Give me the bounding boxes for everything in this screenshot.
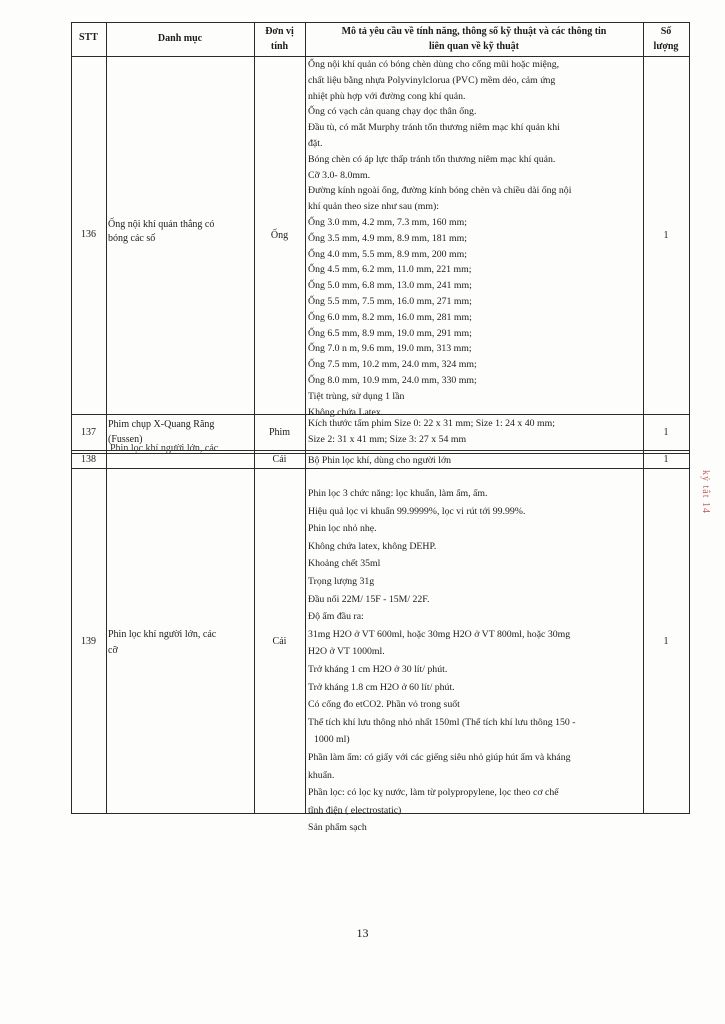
margin-initials-note: ký tắt 14 <box>700 470 711 514</box>
table-border-left <box>71 22 72 814</box>
header-so-luong-line2: lượng <box>653 41 679 52</box>
desc-line: Ống 7.0 n m, 9.6 mm, 19.0 mm, 313 mm; <box>308 343 472 355</box>
desc-line: Ống 8.0 mm, 10.9 mm, 24.0 mm, 330 mm; <box>308 374 477 386</box>
row-136-name <box>108 218 214 246</box>
desc-line: Không chứa Latex <box>308 406 381 418</box>
desc-line: Phần làm ẩm: có giấy với các giếng siêu nhỏ giúp hút ẩm và kháng <box>308 751 571 763</box>
column-divider-name <box>254 22 255 814</box>
desc-line: Thể tích khí lưu thông nhỏ nhất 150ml (Thể tích khí lưu thông 150 - <box>308 716 576 728</box>
desc-line: Trọng lượng 31g <box>308 575 375 587</box>
header-don-vi-line1: Đơn vị <box>265 26 294 37</box>
header-mo-ta-line2: liên quan về kỹ thuật <box>428 41 520 52</box>
desc-line: đặt. <box>308 137 323 149</box>
desc-line: Độ ẩm đầu ra: <box>308 611 364 623</box>
desc-line: Trở kháng 1.8 cm H2O ở 60 lít/ phút. <box>308 681 455 693</box>
desc-line: H2O ở VT 1000ml. <box>308 646 385 658</box>
row-139-name <box>108 627 216 659</box>
desc-line: khí quản theo size như sau (mm): <box>308 201 440 213</box>
row-138-qty: 1 <box>663 454 669 465</box>
desc-line: 1000 ml) <box>314 734 350 746</box>
header-mo-ta <box>305 24 643 54</box>
row-137-name-line1: Phim chụp X-Quang Răng <box>108 419 215 430</box>
desc-line: Cỡ 3.0- 8.0mm. <box>308 169 371 181</box>
desc-line: Đầu tù, có mắt Murphy tránh tổn thương niêm mạc khí quản khi <box>308 122 560 134</box>
desc-line: Ống 7.5 mm, 10.2 mm, 24.0 mm, 324 mm; <box>308 359 477 371</box>
header-so-luong <box>643 24 689 54</box>
desc-line: Tiệt trùng, sử dụng 1 lần <box>308 390 405 402</box>
desc-line: Ống có vạch cản quang chạy dọc thân ống. <box>308 106 477 118</box>
page-number: 13 <box>356 926 369 940</box>
desc-line: Đường kính ngoài ống, đường kính bóng chèn và chiều dài ống nội <box>308 185 572 197</box>
table-border-right <box>689 22 690 814</box>
row-137-description <box>308 416 653 448</box>
desc-line: Ống 5.0 mm, 6.8 mm, 13.0 mm, 241 mm; <box>308 280 472 292</box>
row-136-description <box>308 57 653 420</box>
row-139-stt: 139 <box>81 636 96 647</box>
header-don-vi <box>254 24 305 54</box>
desc-line: nhiệt phù hợp với đường cong khí quản. <box>308 90 466 102</box>
desc-line: Có cổng đo etCO2. Phần vỏ trong suốt <box>308 699 460 711</box>
row-138-stt: 138 <box>81 454 96 465</box>
header-mo-ta-line1: Mô tả yêu cầu về tính năng, thông số kỹ thuật và các thông tin <box>341 26 607 37</box>
row-138-unit: Cái <box>272 454 287 465</box>
desc-line: Ống 4.0 mm, 5.5 mm, 8.9 mm, 200 mm; <box>308 248 467 260</box>
desc-line: Phin lọc 3 chức năng: lọc khuẩn, làm ẩm, ấm. <box>308 488 488 499</box>
table-border-top <box>71 22 690 23</box>
desc-line: Ống 4.5 mm, 6.2 mm, 11.0 mm, 221 mm; <box>308 264 472 276</box>
column-divider-unit <box>305 22 306 814</box>
desc-line: Ống 3.0 mm, 4.2 mm, 7.3 mm, 160 mm; <box>308 216 467 228</box>
header-so-luong-line1: Số <box>660 26 672 37</box>
row-138-name-line1: Phin lọc khí người lớn, các <box>110 443 219 453</box>
desc-line: khuẩn. <box>308 769 335 781</box>
column-divider-stt <box>106 22 107 814</box>
desc-line: Không chứa latex, không DEHP. <box>308 540 437 552</box>
desc-line: Ống 6.0 mm, 8.2 mm, 16.0 mm, 281 mm; <box>308 311 472 323</box>
desc-line: Bóng chèn có áp lực thấp tránh tổn thương niêm mạc khí quản. <box>308 153 556 165</box>
desc-line: Ống 5.5 mm, 7.5 mm, 16.0 mm, 271 mm; <box>308 295 472 307</box>
desc-line: Phin lọc nhỏ nhẹ. <box>308 523 377 535</box>
header-don-vi-line2: tính <box>270 41 289 52</box>
row-137-stt: 137 <box>81 427 96 438</box>
row-139-qty: 1 <box>663 636 669 647</box>
header-stt: STT <box>79 32 98 43</box>
desc-line: 31mg H2O ở VT 600ml, hoặc 30mg H2O ở VT 800ml, hoặc 30mg <box>308 628 571 640</box>
row-139-description <box>308 485 653 837</box>
desc-line: Ống 3.5 mm, 4.9 mm, 8.9 mm, 181 mm; <box>308 232 467 244</box>
desc-line: Kích thước tấm phim Size 0: 22 x 31 mm; Size 1: 24 x 40 mm; <box>308 418 555 429</box>
row-137-qty: 1 <box>663 427 669 438</box>
row-137-name-line2: (Fussen) <box>108 434 143 445</box>
desc-line: Ống 6.5 mm, 8.9 mm, 19.0 mm, 291 mm; <box>308 327 472 339</box>
desc-line: Hiệu quả lọc vi khuẩn 99.9999%, lọc vi rút tới 99.99%. <box>308 505 526 517</box>
row-138-name <box>110 441 218 453</box>
row-139-unit: Cái <box>272 636 287 647</box>
header-danh-muc: Danh mục <box>157 33 203 44</box>
desc-line: tĩnh điện ( electrostatic) <box>308 804 402 816</box>
row-136-name-line2: bóng các số <box>108 233 156 244</box>
row-139-name-line1: Phin lọc khí người lớn, các <box>108 629 217 640</box>
desc-line: Phần lọc: có lọc kỵ nước, làm từ polypropylene, lọc theo cơ chế <box>308 787 559 799</box>
row-137-unit: Phim <box>268 427 291 438</box>
row-136-name-line1: Ống nội khí quản thẳng có <box>108 219 215 230</box>
row-136-stt: 136 <box>81 229 96 240</box>
desc-line: Khoảng chết 35ml <box>308 558 381 570</box>
row-136-qty: 1 <box>663 230 669 241</box>
row-138-description <box>308 453 653 469</box>
row-139-name-line2: cỡ <box>108 645 118 656</box>
desc-line: Trở kháng 1 cm H2O ở 30 lít/ phút. <box>308 663 448 675</box>
desc-line: Size 2: 31 x 41 mm; Size 3: 27 x 54 mm <box>308 433 467 445</box>
row-136-unit: Ống <box>270 230 289 241</box>
desc-line: Đầu nối 22M/ 15F - 15M/ 22F. <box>308 593 430 605</box>
desc-line: chất liệu bằng nhựa Polyvinylclorua (PVC) mềm dẻo, cảm ứng <box>308 74 556 86</box>
desc-line: Sản phẩm sạch <box>308 822 367 834</box>
desc-line: Bộ Phin lọc khí, dùng cho người lớn <box>308 455 452 466</box>
desc-line: Ống nội khí quản có bóng chèn dùng cho cổng mũi hoặc miệng, <box>308 59 560 70</box>
